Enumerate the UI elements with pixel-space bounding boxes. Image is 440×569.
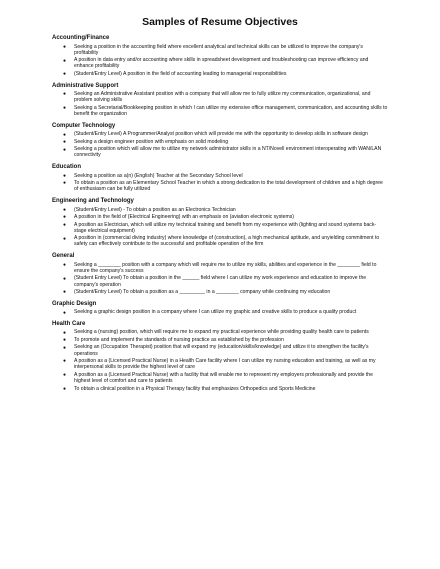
section-heading: Accounting/Finance [52,35,110,41]
bullet-icon: ● [63,235,67,242]
bullet-icon: ● [63,57,67,64]
bullet-icon: ● [63,131,67,138]
list-item [52,146,388,158]
sections-container [52,35,388,392]
objective-list [52,207,388,248]
list-item [52,105,388,117]
list-item [52,57,388,69]
bullet-icon: ● [63,337,67,344]
bullet-icon: ● [63,43,67,50]
list-item-text: Seeking a (nursing) position, which will require me to expand my practical experience while providing quality health care to patients [74,329,369,336]
list-item-text: (Student/Entry Level) To obtain a position as a _________ in a ________ company while continuing my education [74,289,331,296]
section [52,321,388,392]
list-item [52,180,388,192]
section-heading: Computer Technology [52,122,116,129]
objective-list [52,44,388,78]
bullet-icon: ● [63,289,67,296]
list-item [52,372,388,384]
bullet-icon: ● [63,309,67,316]
list-item-text: Seeking a position in the accounting field where excellent analytical and technical skills can be utilized to improve the company's profitability [74,43,363,56]
list-item-text: Seeking a position as a(n) (English) Teacher at the Secondary School level [74,172,243,179]
list-item [52,222,388,234]
list-item-text: Seeking an Administrative Assistant position with a company that will allow me to fully utilize my communication, organizational, and problem solving skills [74,91,371,104]
bullet-icon: ● [63,91,67,98]
objective-list [52,173,388,193]
section [52,253,388,295]
section-heading: Engineering and Technology [52,198,134,205]
list-item-text: A position as a (Licensed Practical Nurse) with a facility that will enable me to represent my employers professionally and provide the highest level of comfort and care to patients [74,371,373,385]
list-item-text: (Student/Entry Level) - To obtain a position as an Electronics Technician [74,206,236,213]
list-item [52,139,388,145]
list-item-text: Seeking a design engineer position with emphasis on solid modeling [74,138,229,145]
objective-list [52,309,388,315]
list-item [52,71,388,77]
bullet-icon: ● [63,221,67,228]
bullet-icon: ● [63,344,67,351]
list-item-text: Seeking a position which will allow me to utilize my network administrator skills in a NT/Novell environment interoperating with WAN/LAN connectivity [74,146,382,159]
list-item [52,329,388,335]
list-item [52,337,388,343]
list-item-text: A position in data entry and/or accounting where skills in spreadsheet development and troubleshooting can improve efficiency and enhance profitability [74,57,369,70]
list-item [52,344,388,356]
list-item [52,289,388,295]
list-item [52,275,388,287]
list-item-text: To obtain a clinical position in a Physical Therapy facility that emphasizes Orthopedics and Sports Medicine [74,385,316,392]
objective-list [52,329,388,391]
list-item-text: To promote and implement the standards of nursing practice as established by the profession [74,336,284,343]
section [52,164,388,192]
objective-list [52,131,388,158]
bullet-icon: ● [63,71,67,78]
section [52,123,388,159]
list-item [52,386,388,392]
list-item [52,358,388,370]
section-heading: Graphic Design [52,300,97,307]
list-item-text: (Student/Entry Level) A position in the field of accounting leading to managerial responsibilities [74,70,287,77]
section [52,35,388,77]
objective-list [52,262,388,296]
list-item-text: (Student Entry Level) To obtain a position in the ______ field where I can utilize my work experience and education to improve the company's operation [74,275,367,288]
list-item [52,309,388,315]
section-heading: Education [52,164,82,171]
list-item-text: A position in (commercial diving industry) where knowledge of (construction), a high mechanical aptitude, and unyielding commitment to safety can effectively contribute to the successful and profitable operation of the firm [74,235,380,248]
section [52,301,388,316]
list-item-text: Seeking a Secretarial/Bookkeeping position in which I can utilize my extensive office management, communication, and accounting skills to benefit the organization [74,104,388,118]
section [52,83,388,118]
list-item-text: Seeking an (Occupation Therapist) position that will expand my (education/skills/knowledge) and utilize it to strengthen the facility's operations [74,344,369,357]
list-item-text: (Student/Entry Level) A Programmer/Analyst position which will provide me with the opportunity to develop skills in software design [74,131,368,138]
section-heading: Administrative Support [52,82,119,89]
bullet-icon: ● [63,261,67,268]
list-item [52,44,388,56]
bullet-icon: ● [63,275,67,282]
list-item [52,214,388,220]
bullet-icon: ● [63,105,67,112]
list-item-text: Seeking a ________ position with a company which will require me to utilize my skills, abilities and experience in the ________ field to ensure the company's success [74,261,377,274]
bullet-icon: ● [63,139,67,146]
bullet-icon: ● [63,180,67,187]
section-heading: General [52,253,75,260]
list-item [52,207,388,213]
document-title: Samples of Resume Objectives [142,16,298,28]
objective-list [52,91,388,117]
bullet-icon: ● [63,372,67,379]
bullet-icon: ● [63,172,67,179]
bullet-icon: ● [63,214,67,221]
bullet-icon: ● [63,329,67,336]
list-item [52,91,388,103]
list-item-text: A position as Electrician, which will utilize my technical training and benefit from my experience with (lighting and sound systems back-stage electrical equipment) [74,221,377,234]
section [52,198,388,248]
list-item [52,131,388,137]
list-item-text: A position in the field of (Electrical Engineering) with an emphasis on (aviation electronic systems) [74,214,294,221]
list-item [52,262,388,274]
list-item-text: Seeking a graphic design position in a company where I can utilize my graphic and creative skills to produce a quality product [74,309,357,316]
list-item-text: A position as a (Licensed Practical Nurse) in a Health Care facility where I can utilize my nursing education and training, as well as my interpersonal skills to provide the highest level of care [74,358,376,371]
bullet-icon: ● [63,358,67,365]
bullet-icon: ● [63,146,67,153]
list-item-text: To obtain a position as an Elementary School Teacher in which a strong dedication to the total development of children and a high degree of enthusiasm can be fully utilized [74,180,383,193]
bullet-icon: ● [63,385,67,392]
bullet-icon: ● [63,206,67,213]
list-item [52,173,388,179]
list-item [52,235,388,247]
section-heading: Health Care [52,320,86,327]
